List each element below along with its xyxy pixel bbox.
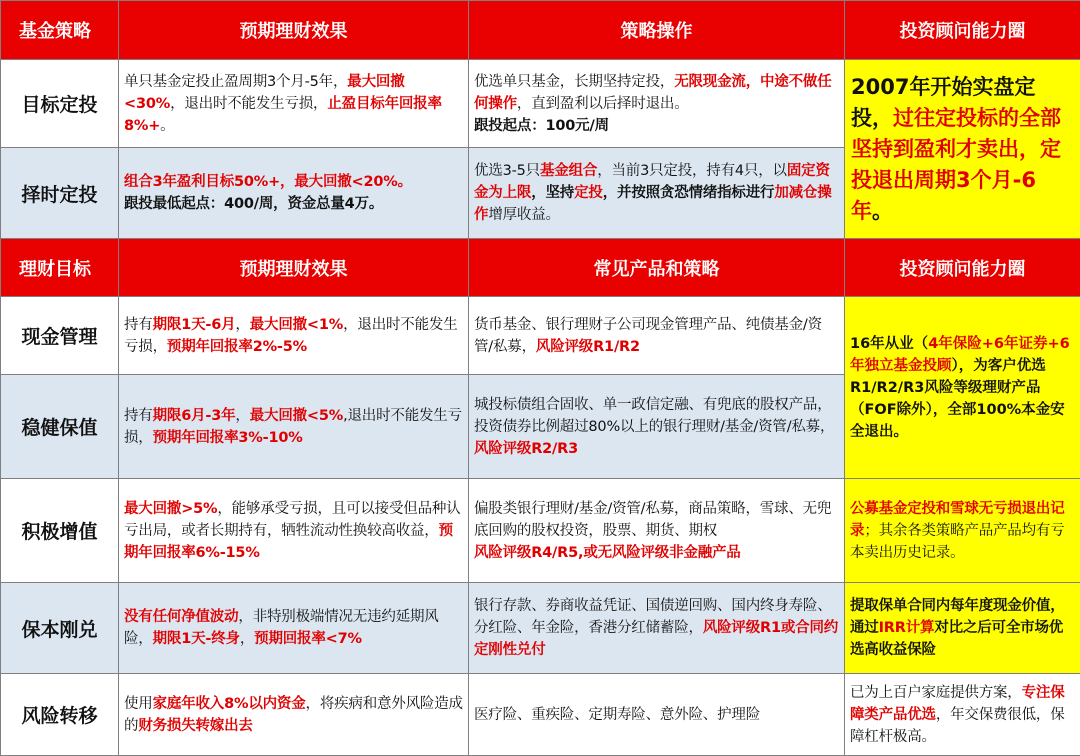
bold-segment: ，坚持 — [531, 185, 574, 201]
highlight-segment: 没有任何净值波动 — [124, 609, 238, 625]
text-segment: ，当前3只定投，持有4只，以 — [597, 163, 787, 179]
text-segment: 货币基金、银行理财子公司现金管理产品、纯债基金/资管/私募， — [474, 317, 822, 355]
text-segment: 优选3-5只 — [474, 163, 540, 179]
highlight-segment: 过往定投标的全部坚持到盈利才卖出，定投退出周期3个月-6年 — [851, 106, 1061, 223]
highlight-segment: 风险评级R2/R3 — [474, 441, 578, 457]
row-active-growth — [1, 479, 1080, 583]
products-cell — [469, 674, 845, 756]
text-segment: ， — [240, 631, 254, 647]
operation-cell — [469, 60, 845, 148]
text-segment: 持有 — [124, 317, 153, 333]
effect-cell — [119, 479, 469, 583]
text-segment: 已为上百户家庭提供方案， — [850, 685, 1022, 701]
section1-header-row — [1, 1, 1080, 60]
text-segment: 。 — [160, 118, 174, 134]
bold-segment: 跟投最低起点：400/周，资金总量4万。 — [124, 196, 383, 212]
highlight-segment: 最大回撤<30% — [124, 74, 405, 112]
text-segment: 城投标债组合固收、单一政信定融、有兜底的股权产品，投资债券比例超过80%以上的银行理财/基金/资管/私募， — [474, 397, 834, 435]
text-segment: ，退出时不能发生亏损， — [170, 96, 327, 112]
highlight-segment: 4年保险+6年证券+6年独立基金投顾 — [850, 336, 1070, 374]
highlight-segment: 财务损失转嫁出去 — [138, 718, 252, 734]
header-strategy-operation: 策略操作 — [469, 1, 845, 60]
text-segment: 银行存款、券商收益凭证、国债逆回购、国内终身寿险、分红险、年金险，香港分红储蓄险， — [474, 598, 832, 636]
section2-header-row — [1, 239, 1080, 297]
text-segment: ，非特别极端情况无违约延期风险， — [124, 609, 439, 647]
text-segment: ,退出时不能发生亏损， — [124, 408, 462, 446]
operation-cell — [469, 148, 845, 239]
highlight-segment: 最大回撤<5% — [250, 408, 343, 424]
highlight-segment: 专注保障类产品优选 — [850, 685, 1065, 723]
effect-cell — [119, 60, 469, 148]
text-segment: 优选单只基金，长期坚持定投， — [474, 74, 674, 90]
text-segment: 使用 — [124, 696, 153, 712]
effect-cell — [119, 375, 469, 479]
row-label: 稳健保值 — [1, 375, 119, 479]
header-common-products: 常见产品和策略 — [469, 239, 845, 297]
text-segment: 单只基金定投止盈周期3个月-5年， — [124, 74, 347, 90]
bold-segment: 跟投起点：100元/周 — [474, 118, 609, 134]
products-cell — [469, 375, 845, 479]
header-fund-strategy: 基金策略 — [1, 1, 119, 60]
highlight-segment: 家庭年收入8%以内资金 — [153, 696, 306, 712]
bold-segment: ，并按照贪恐情绪指标进行 — [603, 185, 775, 201]
effect-cell — [119, 674, 469, 756]
row-label: 目标定投 — [1, 60, 119, 148]
row-label: 积极增值 — [1, 479, 119, 583]
text-segment: ），为客户优选R1/R2/R3风险等级理财产品（FOF除外），全部100%本金安全退出。 — [850, 358, 1065, 440]
row-risk-transfer — [1, 674, 1080, 756]
text-segment: ， — [235, 317, 249, 333]
capability-cell — [845, 479, 1080, 583]
text-segment: ；其余各类策略产品产品均有亏本卖出历史记录。 — [850, 523, 1065, 561]
highlight-segment: 最大回撤>5% — [124, 501, 217, 517]
text-segment: ，将疾病和意外风险造成的 — [124, 696, 463, 734]
highlight-segment: 风险评级R1/R2 — [536, 339, 640, 355]
highlight-segment: 加减仓操作 — [474, 185, 832, 223]
highlight-segment: 预期年回报率6%-15% — [124, 523, 453, 561]
capability-cell-dingtou — [845, 60, 1080, 239]
highlight-segment: 组合3年盈利目标50%+，最大回撤<20%。 — [124, 174, 412, 190]
row-target-investment — [1, 60, 1080, 148]
row-label: 择时定投 — [1, 148, 119, 239]
text-segment: ，能够承受亏损，且可以接受但品种认亏出局，或者长期持有，牺牲流动性换较高收益， — [124, 501, 460, 539]
highlight-segment: 期限6月-3年 — [153, 408, 236, 424]
row-label: 现金管理 — [1, 297, 119, 375]
highlight-segment: 预期年回报率3%-10% — [153, 430, 303, 446]
row-label: 风险转移 — [1, 674, 119, 756]
text-segment: 2007年开始实盘定投， — [851, 75, 1035, 130]
highlight-segment: 公募基金定投和雪球无亏损退出记录 — [850, 501, 1065, 539]
text-segment: 偏股类银行理财/基金/资管/私募，商品策略，雪球、无兜底回购的股权投资，股票、期货、期权 — [474, 501, 831, 539]
effect-cell — [119, 583, 469, 674]
highlight-segment: IRR计算 — [879, 620, 935, 636]
text-segment: ， — [235, 408, 249, 424]
products-cell — [469, 479, 845, 583]
header-financial-goal: 理财目标 — [1, 239, 119, 297]
text-segment: ，年交保费很低，保障杠杆极高。 — [850, 707, 1065, 745]
text-segment: 医疗险、重疾险、定期寿险、意外险、护理险 — [474, 707, 760, 723]
text-segment: 对比之后可全市场优选高收益保险 — [850, 620, 1063, 658]
highlight-segment: 无限现金流，中途不做任何操作 — [474, 74, 832, 112]
highlight-segment: 固定资金为上限 — [474, 163, 830, 201]
capability-cell-wealth — [845, 297, 1080, 479]
row-principal-guaranteed — [1, 583, 1080, 674]
products-cell — [469, 583, 845, 674]
highlight-segment: 预期回报率<7% — [254, 631, 362, 647]
highlight-segment: 基金组合 — [540, 163, 597, 179]
row-label: 保本刚兑 — [1, 583, 119, 674]
products-cell — [469, 297, 845, 375]
text-segment: 。 — [872, 199, 893, 223]
text-segment: 持有 — [124, 408, 153, 424]
text-segment: 增厚收益。 — [488, 207, 560, 223]
effect-cell — [119, 297, 469, 375]
capability-cell — [845, 583, 1080, 674]
header-expected-effect: 预期理财效果 — [119, 1, 469, 60]
highlight-segment: 止盈目标年回报率8%+ — [124, 96, 442, 134]
text-segment: ，直到盈利以后择时退出。 — [517, 96, 689, 112]
highlight-segment: 风险评级R1或合同约定刚性兑付 — [474, 620, 838, 658]
header-advisor-capability: 投资顾问能力圈 — [845, 1, 1080, 60]
highlight-segment: 预期年回报率2%-5% — [167, 339, 307, 355]
row-cash-management — [1, 297, 1080, 375]
text-segment: 提取保单合同内每年度现金价值，通过 — [850, 598, 1065, 636]
header-advisor-capability: 投资顾问能力圈 — [845, 239, 1080, 297]
highlight-segment: 期限1天-6月 — [153, 317, 236, 333]
highlight-segment: 最大回撤<1% — [250, 317, 343, 333]
text-segment: ，退出时不能发生亏损， — [124, 317, 458, 355]
header-expected-effect: 预期理财效果 — [119, 239, 469, 297]
capability-cell — [845, 674, 1080, 756]
text-segment: 16年从业（ — [850, 336, 928, 352]
highlight-segment: 定投 — [574, 185, 603, 201]
highlight-segment: 期限1天-终身 — [153, 631, 240, 647]
highlight-segment: 风险评级R4/R5,或无风险评级非金融产品 — [474, 545, 741, 561]
effect-cell — [119, 148, 469, 239]
